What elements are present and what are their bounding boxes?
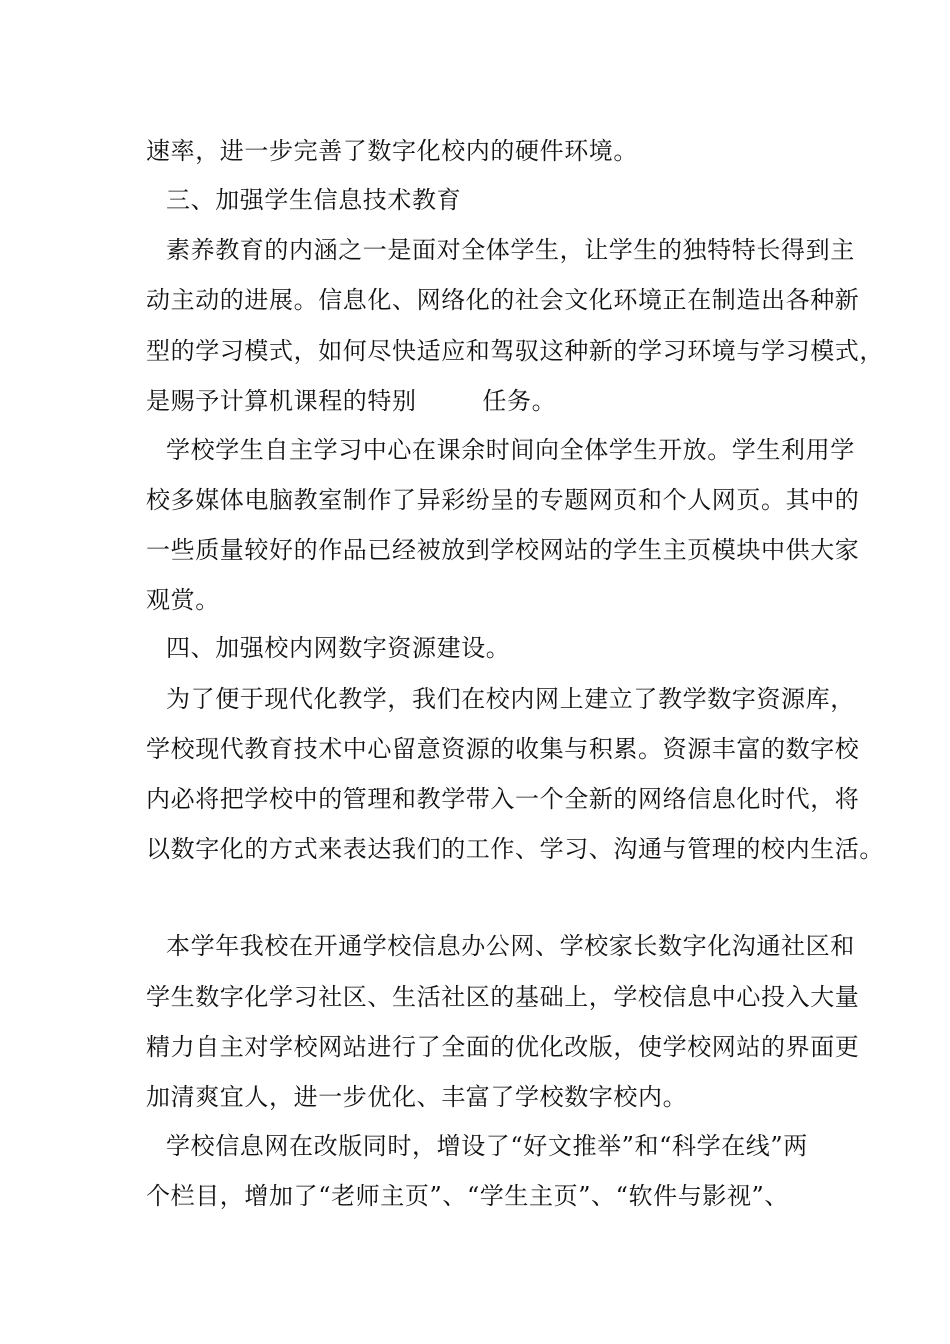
text-line: 内必将把学校中的管理和教学带入一个全新的网络信息化时代，将 — [146, 785, 860, 813]
text-line: 精力自主对学校网站进行了全面的优化改版，使学校网站的界面更 — [146, 1033, 860, 1061]
text-line: 个栏目，增加了“老师主页”、“学生主页”、“软件与影视”、 — [146, 1182, 790, 1210]
text-line: 为了便于现代化教学，我们在校内网上建立了教学数字资源库， — [166, 685, 855, 713]
text-line: 观赏。 — [146, 586, 220, 614]
text-line: 动主动的进展。信息化、网络化的社会文化环境正在制造出各种新 — [146, 286, 860, 314]
text-line: 本学年我校在开通学校信息办公网、学校家长数字化沟通社区和 — [166, 932, 855, 960]
text-line: 学校学生自主学习中心在课余时间向全体学生开放。学生利用学 — [166, 436, 855, 464]
text-line: 是赐予计算机课程的特别 任务。 — [146, 387, 557, 415]
text-line: 素养教育的内涵之一是面对全体学生，让学生的独特特长得到主 — [166, 236, 855, 264]
text-line: 学校信息网在改版同时，增设了“好文推举”和“科学在线”两 — [166, 1132, 808, 1160]
text-line: 学校现代教育技术中心留意资源的收集与积累。资源丰富的数字校 — [146, 735, 860, 763]
text-line: 学生数字化学习社区、生活社区的基础上，学校信息中心投入大量 — [146, 983, 860, 1011]
text-line: 速率，进一步完善了数字化校内的硬件环境。 — [146, 137, 638, 165]
text-line: 以数字化的方式来表达我们的工作、学习、沟通与管理的校内生活。 — [146, 835, 884, 863]
section-heading: 三、加强学生信息技术教育 — [166, 186, 462, 214]
text-line: 校多媒体电脑教室制作了异彩纷呈的专题网页和个人网页。其中的 — [146, 486, 860, 514]
section-heading: 四、加强校内网数字资源建设。 — [166, 634, 511, 662]
text-line: 型的学习模式，如何尽快适应和驾驭这种新的学习环境与学习模式， — [146, 337, 884, 365]
text-line: 一些质量较好的作品已经被放到学校网站的学生主页模块中供大家 — [146, 536, 860, 564]
text-line: 加清爽宜人，进一步优化、丰富了学校数字校内。 — [146, 1083, 688, 1111]
